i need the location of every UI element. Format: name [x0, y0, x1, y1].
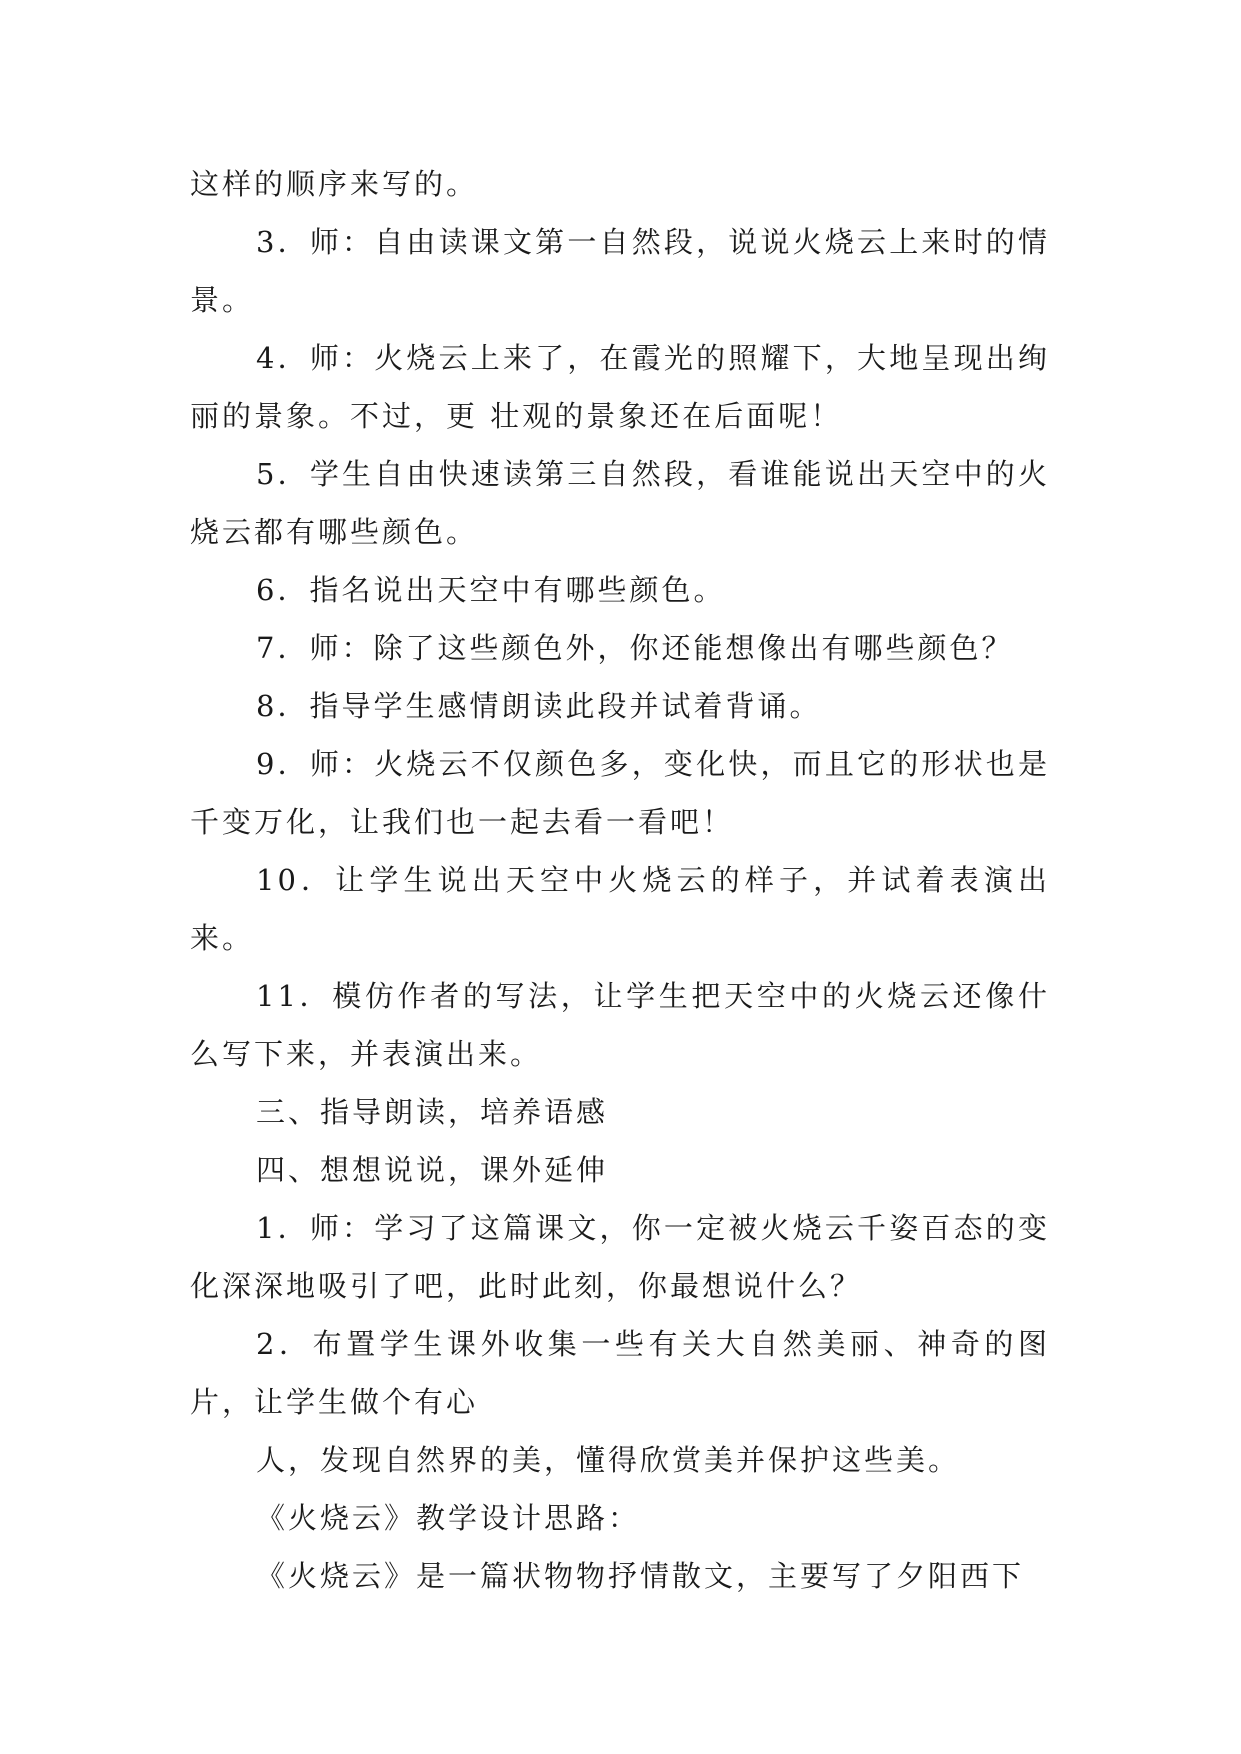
paragraph-extension-2-continued: 人，发现自然界的美，懂得欣赏美并保护这些美。 — [256, 1443, 961, 1477]
paragraph-step-9: 9．师：火烧云不仅颜色多，变化快，而且它的形状也是千变万化，让我们也一起去看一看吧！ — [190, 747, 1050, 839]
section-heading-four: 四、想想说说，课外延伸 — [256, 1153, 609, 1187]
paragraph-continuation: 这样的顺序来写的。 — [190, 167, 479, 201]
paragraph-step-6: 6．指名说出天空中有哪些颜色。 — [256, 573, 726, 607]
design-idea-heading: 《火烧云》教学设计思路： — [256, 1501, 641, 1535]
paragraph-step-7: 7．师：除了这些颜色外，你还能想像出有哪些颜色？ — [256, 631, 1014, 665]
paragraph-step-3: 3．师：自由读课文第一自然段，说说火烧云上来时的情景。 — [190, 225, 1050, 317]
paragraph-step-11: 11．模仿作者的写法，让学生把天空中的火烧云还像什么写下来，并表演出来。 — [190, 979, 1050, 1071]
body-text — [190, 155, 1050, 1605]
paragraph-step-4: 4．师：火烧云上来了，在霞光的照耀下，大地呈现出绚丽的景象。不过，更 壮观的景象还在后面呢！ — [190, 341, 1050, 433]
paragraph-step-5: 5．学生自由快速读第三自然段，看谁能说出天空中的火烧云都有哪些颜色。 — [190, 457, 1050, 549]
design-idea-text: 《火烧云》是一篇状物物抒情散文，主要写了夕阳西下 — [256, 1559, 1025, 1593]
paragraph-step-8: 8．指导学生感情朗读此段并试着背诵。 — [256, 689, 822, 723]
paragraph-extension-1: 1．师：学习了这篇课文，你一定被火烧云千姿百态的变化深深地吸引了吧，此时此刻，你最想说什么？ — [190, 1211, 1050, 1303]
paragraph-extension-2: 2．布置学生课外收集一些有关大自然美丽、神奇的图片，让学生做个有心 — [190, 1327, 1050, 1419]
paragraph-step-10: 10．让学生说出天空中火烧云的样子，并试着表演出来。 — [190, 863, 1050, 955]
section-heading-three: 三、指导朗读，培养语感 — [256, 1095, 609, 1129]
